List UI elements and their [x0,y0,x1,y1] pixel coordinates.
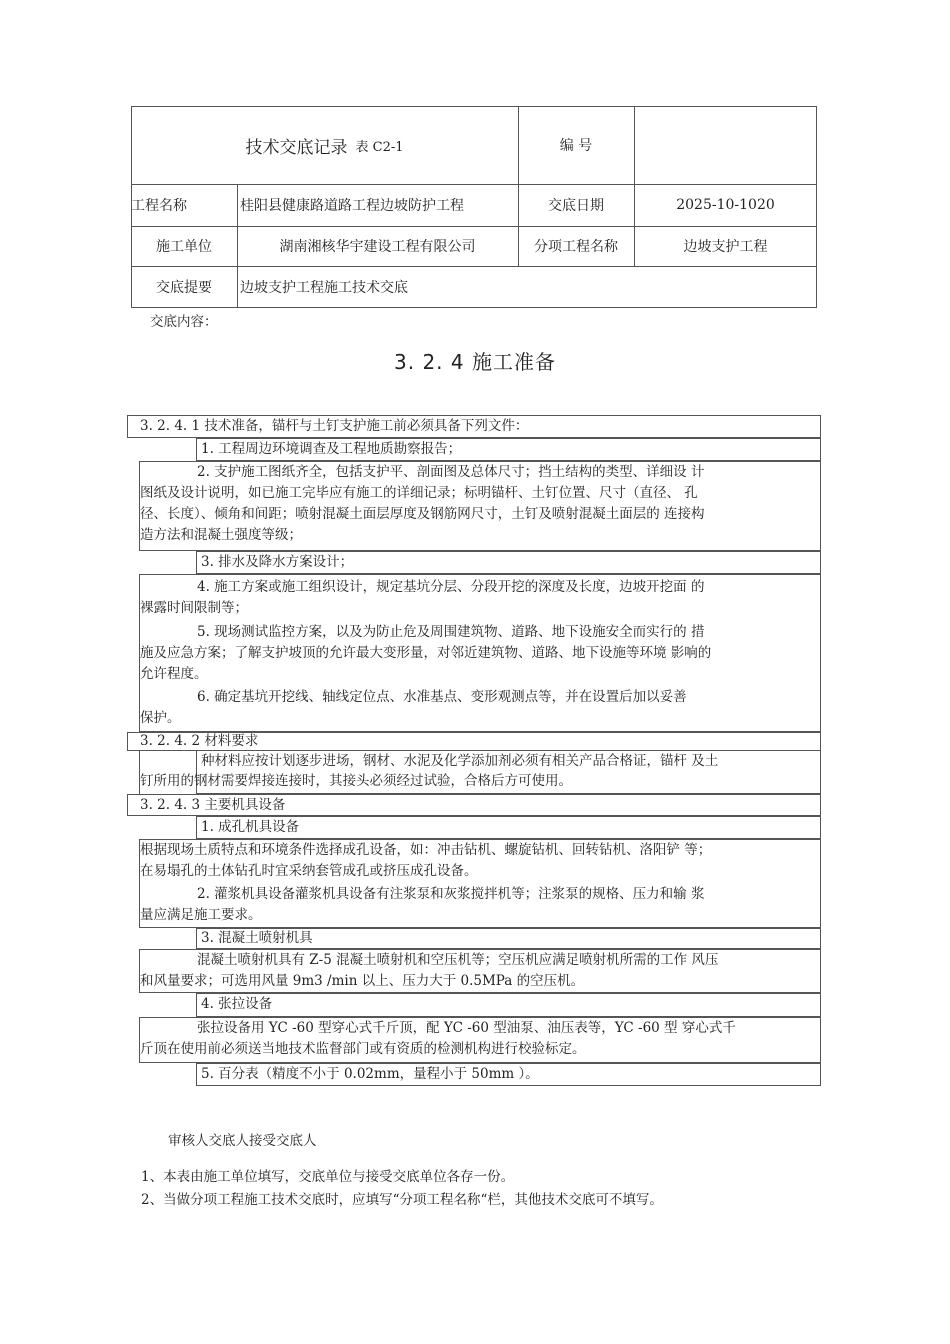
note-2: 2、当做分项工程施工技术交底时，应填写“分项工程名称“栏，其他技术交底可不填写。 [141,1192,663,1208]
row-text: 施及应急方案；了解支护坡顶的允许最大变形量，对邻近建筑物、道路、地下设施等环境 影响的 [140,645,712,661]
row-text: 1. 工程周边环境调查及工程地质勘察报告； [201,441,462,457]
row-text: 5. 现场测试监控方案，以及为防止危及周围建筑物、道路、地下设施安全而实行的 措 [197,624,705,640]
row-text: 张拉设备用 YC -60 型穿心式千斤顶，配 YC -60 型油泵、油压表等，YC -60 型 穿心式千 [197,1020,736,1036]
note-1: 1、本表由施工单位填写，交底单位与接受交底单位各存一份。 [141,1169,515,1185]
row-text: 造方法和混凝土强度等级； [140,527,302,543]
summary-value: 边坡支护工程施工技术交底 [240,280,408,296]
row-text: 3. 2. 4. 1 技术准备，锚杆与土钉支护施工前必须具备下列文件： [140,418,529,434]
project-name-value: 桂阳县健康路道路工程边坡防护工程 [240,198,464,214]
row-text: 根据现场土质特点和环境条件选择成孔设备，如：冲击钻机、螺旋钻机、回转钻机、洛阳铲 等； [140,842,712,858]
row-text: 2. 灌浆机具设备灌浆机具设备有注浆泵和灰浆搅拌机等；注浆泵的规格、压力和输 浆 [197,886,705,902]
row-text: 和风量要求；可选用风量 9m3 /min 以上、压力大于 0.5MPa 的空压机。 [140,973,585,989]
row-materials-heading [127,732,821,751]
subitem-value: 边坡支护工程 [683,239,768,255]
row-text: 3. 混凝土喷射机具 [201,930,313,946]
row-text: 保护。 [140,710,181,726]
content-label: 交底内容： [150,314,218,330]
row-technical-prep [127,415,821,438]
form-title [131,106,518,184]
row-text: 钉所用的钢材需要焊接连接时，其接头必须经过试验，合格后方可使用。 [140,773,572,789]
row-drilling-heading [196,816,821,839]
unit-value: 湖南湘核华宇建设工程有限公司 [279,239,476,255]
row-materials [140,751,821,794]
row-spray-heading [196,928,821,949]
form-number: 表 C2-1 [355,139,404,155]
row-text: 裸露时间限制等； [140,600,248,616]
row-equipment-heading [127,794,821,816]
row-items-4-6 [139,574,821,732]
row-item-1 [196,438,821,461]
row-text: 3. 2. 4. 3 主要机具设备 [140,797,286,813]
row-item-2 [139,461,821,551]
row-dial-gauge [196,1063,821,1086]
form-title-text: 技术交底记录 [245,137,348,158]
row-text: 4. 施工方案或施工组织设计，规定基坑分层、分段开挖的深度及长度，边坡开挖面 的 [197,579,705,595]
project-name-label: 工程名称 [131,198,187,214]
date-label: 交底日期 [548,198,604,214]
date-value: 2025-10-1020 [676,197,775,213]
row-text: 径、长度）、倾角和间距；喷射混凝土面层厚度及钢筋网尺寸，土钉及喷射混凝土面层的 连接构 [140,506,705,522]
row-text: 量应满足施工要求。 [140,907,262,923]
row-tension [139,1017,821,1063]
row-text: 6. 确定基坑开挖线、轴线定位点、水准基点、变形观测点等，并在设置后加以妥善 [197,689,687,705]
row-text: 斤顶在使用前必须送当地技术监督部门或有资质的检测机构进行校验标定。 [140,1041,586,1057]
row-drilling [139,839,821,928]
row-text: 允许程度。 [140,666,208,682]
unit-label: 施工单位 [156,239,212,255]
row-text: 1. 成孔机具设备 [201,819,300,835]
row-spray [139,949,821,993]
row-text: 混凝土喷射机具有 Z-5 混凝土喷射机和空压机等；空压机应满足喷射机所需的工作 风压 [197,952,719,968]
row-text: 3. 2. 4. 2 材料要求 [140,733,259,749]
number-label: 编 号 [559,138,593,154]
subitem-label: 分项工程名称 [534,239,618,255]
row-text: 种材料应按计划逐步进场，钢材、水泥及化学添加剂必须有相关产品合格证，锚杆 及土 [201,753,719,769]
row-text: 4. 张拉设备 [201,996,273,1012]
section-title: 3. 2. 4 施工准备 [394,350,556,374]
row-text: 在易塌孔的土体钻孔时宜采纳套管成孔或挤压成孔设备。 [140,863,478,879]
signature-line: 审核人交底人接受交底人 [168,1133,317,1149]
row-item-3 [196,551,821,574]
row-text: 5. 百分表（精度不小于 0.02mm，量程小于 50mm ）。 [201,1066,539,1082]
summary-label: 交底提要 [156,280,212,296]
row-text: 2. 支护施工图纸齐全，包括支护平、剖面图及总体尺寸；挡土结构的类型、详细设 计 [197,464,705,480]
row-text: 图纸及设计说明，如已施工完毕应有施工的详细记录；标明锚杆、土钉位置、尺寸（直径、 孔 [140,485,698,501]
row-text: 3. 排水及降水方案设计； [201,554,354,570]
number-value [634,106,817,184]
row-tension-heading [196,993,821,1017]
